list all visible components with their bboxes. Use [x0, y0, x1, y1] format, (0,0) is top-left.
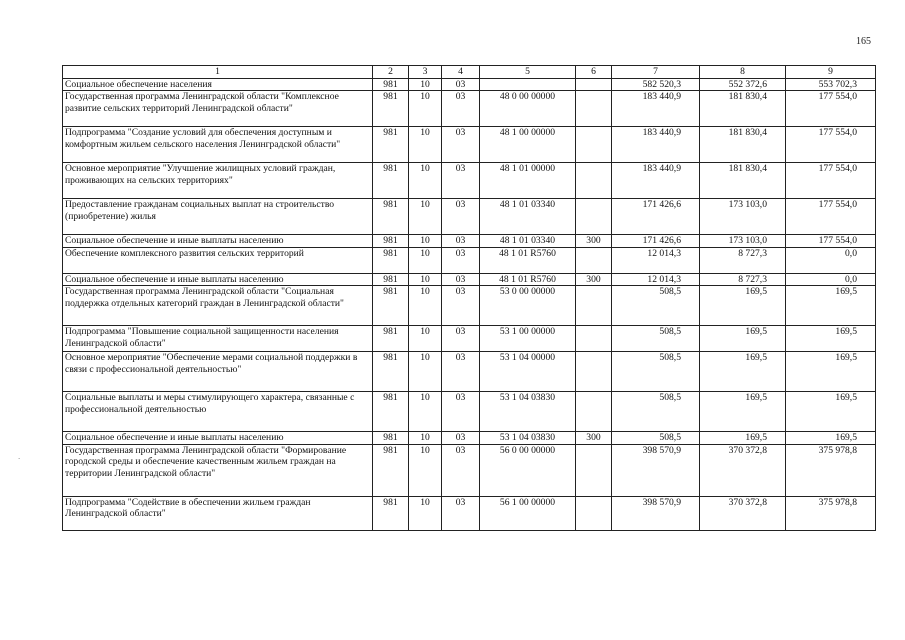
subsection-cell: 03 — [442, 127, 480, 163]
code-cell: 981 — [373, 78, 409, 91]
name-cell: Предоставление гражданам социальных выплат на строительство (приобретение) жилья — [63, 199, 373, 235]
amount-cell: 169,5 — [700, 392, 786, 432]
subsection-cell: 03 — [442, 91, 480, 127]
code-cell: 981 — [373, 352, 409, 392]
amount-cell: 169,5 — [786, 392, 876, 432]
name-cell: Подпрограмма "Повышение социальной защищенности населения Ленинградской области" — [63, 326, 373, 352]
subsection-cell: 03 — [442, 273, 480, 286]
type-cell — [576, 78, 612, 91]
amount-cell: 508,5 — [612, 326, 700, 352]
amount-cell: 508,5 — [612, 286, 700, 326]
amount-cell: 183 440,9 — [612, 91, 700, 127]
target-cell: 48 1 01 R5760 — [480, 273, 576, 286]
amount-cell: 169,5 — [700, 352, 786, 392]
target-cell: 53 0 00 00000 — [480, 286, 576, 326]
type-cell — [576, 392, 612, 432]
type-cell: 300 — [576, 235, 612, 248]
type-cell — [576, 247, 612, 273]
target-cell: 48 1 01 00000 — [480, 163, 576, 199]
name-cell: Социальное обеспечение и иные выплаты населению — [63, 273, 373, 286]
amount-cell: 177 554,0 — [786, 163, 876, 199]
header-cell: 9 — [786, 66, 876, 79]
section-cell: 10 — [409, 235, 442, 248]
header-row — [63, 66, 876, 79]
name-cell: Государственная программа Ленинградской области "Формирование городской среды и обеспечение качественным жильем граждан на территории Ленинградской области" — [63, 444, 373, 496]
section-cell: 10 — [409, 273, 442, 286]
name-cell: Государственная программа Ленинградской области "Социальная поддержка отдельных категорий граждан в Ленинградской области" — [63, 286, 373, 326]
amount-cell: 12 014,3 — [612, 273, 700, 286]
amount-cell: 508,5 — [612, 432, 700, 445]
table-row — [63, 247, 876, 273]
type-cell — [576, 496, 612, 530]
name-cell: Государственная программа Ленинградской области "Комплексное развитие сельских территорий Ленинградской области" — [63, 91, 373, 127]
amount-cell: 181 830,4 — [700, 127, 786, 163]
amount-cell: 375 978,8 — [786, 496, 876, 530]
type-cell — [576, 127, 612, 163]
margin-mark: · — [18, 455, 21, 463]
subsection-cell: 03 — [442, 444, 480, 496]
subsection-cell: 03 — [442, 235, 480, 248]
header-cell: 5 — [480, 66, 576, 79]
name-cell: Социальное обеспечение населения — [63, 78, 373, 91]
subsection-cell: 03 — [442, 78, 480, 91]
section-cell: 10 — [409, 496, 442, 530]
amount-cell: 177 554,0 — [786, 91, 876, 127]
target-cell: 56 0 00 00000 — [480, 444, 576, 496]
target-cell: 53 1 04 03830 — [480, 392, 576, 432]
name-cell: Социальные выплаты и меры стимулирующего характера, связанные с профессиональной деятельностью — [63, 392, 373, 432]
code-cell: 981 — [373, 286, 409, 326]
target-cell: 48 1 00 00000 — [480, 127, 576, 163]
amount-cell: 8 727,3 — [700, 273, 786, 286]
amount-cell: 169,5 — [700, 432, 786, 445]
amount-cell: 177 554,0 — [786, 235, 876, 248]
amount-cell: 582 520,3 — [612, 78, 700, 91]
amount-cell: 173 103,0 — [700, 235, 786, 248]
target-cell: 48 0 00 00000 — [480, 91, 576, 127]
page-number: 165 — [856, 36, 871, 47]
code-cell: 981 — [373, 163, 409, 199]
amount-cell: 375 978,8 — [786, 444, 876, 496]
name-cell: Обеспечение комплексного развития сельских территорий — [63, 247, 373, 273]
name-cell: Социальное обеспечение и иные выплаты населению — [63, 432, 373, 445]
amount-cell: 169,5 — [700, 326, 786, 352]
subsection-cell: 03 — [442, 247, 480, 273]
code-cell: 981 — [373, 127, 409, 163]
section-cell: 10 — [409, 199, 442, 235]
target-cell: 48 1 01 03340 — [480, 235, 576, 248]
amount-cell: 553 702,3 — [786, 78, 876, 91]
subsection-cell: 03 — [442, 352, 480, 392]
amount-cell: 181 830,4 — [700, 91, 786, 127]
type-cell — [576, 286, 612, 326]
amount-cell: 370 372,8 — [700, 444, 786, 496]
type-cell — [576, 199, 612, 235]
type-cell — [576, 163, 612, 199]
subsection-cell: 03 — [442, 432, 480, 445]
section-cell: 10 — [409, 432, 442, 445]
code-cell: 981 — [373, 247, 409, 273]
target-cell: 48 1 01 R5760 — [480, 247, 576, 273]
section-cell: 10 — [409, 444, 442, 496]
amount-cell: 173 103,0 — [700, 199, 786, 235]
section-cell: 10 — [409, 247, 442, 273]
code-cell: 981 — [373, 273, 409, 286]
type-cell — [576, 326, 612, 352]
amount-cell: 398 570,9 — [612, 496, 700, 530]
table-row — [63, 432, 876, 445]
header-cell: 7 — [612, 66, 700, 79]
amount-cell: 181 830,4 — [700, 163, 786, 199]
subsection-cell: 03 — [442, 286, 480, 326]
name-cell: Подпрограмма "Содействие в обеспечении жильем граждан Ленинградской области" — [63, 496, 373, 530]
table-row — [63, 496, 876, 530]
subsection-cell: 03 — [442, 163, 480, 199]
table-row — [63, 127, 876, 163]
type-cell — [576, 444, 612, 496]
code-cell: 981 — [373, 326, 409, 352]
table-row — [63, 286, 876, 326]
subsection-cell: 03 — [442, 392, 480, 432]
amount-cell: 508,5 — [612, 352, 700, 392]
code-cell: 981 — [373, 444, 409, 496]
table-row — [63, 326, 876, 352]
amount-cell: 183 440,9 — [612, 163, 700, 199]
amount-cell: 552 372,6 — [700, 78, 786, 91]
budget-table — [62, 65, 876, 531]
type-cell — [576, 352, 612, 392]
amount-cell: 12 014,3 — [612, 247, 700, 273]
amount-cell: 0,0 — [786, 273, 876, 286]
amount-cell: 171 426,6 — [612, 235, 700, 248]
amount-cell: 370 372,8 — [700, 496, 786, 530]
amount-cell: 177 554,0 — [786, 127, 876, 163]
code-cell: 981 — [373, 91, 409, 127]
table-row — [63, 163, 876, 199]
type-cell: 300 — [576, 432, 612, 445]
header-cell: 2 — [373, 66, 409, 79]
header-cell: 8 — [700, 66, 786, 79]
header-cell: 4 — [442, 66, 480, 79]
section-cell: 10 — [409, 392, 442, 432]
table-row — [63, 235, 876, 248]
amount-cell: 169,5 — [700, 286, 786, 326]
target-cell: 48 1 01 03340 — [480, 199, 576, 235]
type-cell — [576, 91, 612, 127]
name-cell: Подпрограмма "Создание условий для обеспечения доступным и комфортным жильем сельского населения Ленинградской области" — [63, 127, 373, 163]
section-cell: 10 — [409, 127, 442, 163]
table-row — [63, 91, 876, 127]
table-row — [63, 444, 876, 496]
amount-cell: 169,5 — [786, 352, 876, 392]
amount-cell: 183 440,9 — [612, 127, 700, 163]
section-cell: 10 — [409, 352, 442, 392]
target-cell: 53 1 04 03830 — [480, 432, 576, 445]
code-cell: 981 — [373, 432, 409, 445]
amount-cell: 169,5 — [786, 286, 876, 326]
name-cell: Социальное обеспечение и иные выплаты населению — [63, 235, 373, 248]
amount-cell: 171 426,6 — [612, 199, 700, 235]
code-cell: 981 — [373, 235, 409, 248]
amount-cell: 169,5 — [786, 326, 876, 352]
header-cell: 1 — [63, 66, 373, 79]
section-cell: 10 — [409, 163, 442, 199]
subsection-cell: 03 — [442, 199, 480, 235]
table-row — [63, 352, 876, 392]
target-cell: 56 1 00 00000 — [480, 496, 576, 530]
amount-cell: 169,5 — [786, 432, 876, 445]
amount-cell: 508,5 — [612, 392, 700, 432]
target-cell: 53 1 00 00000 — [480, 326, 576, 352]
section-cell: 10 — [409, 326, 442, 352]
header-cell: 6 — [576, 66, 612, 79]
amount-cell: 0,0 — [786, 247, 876, 273]
code-cell: 981 — [373, 496, 409, 530]
section-cell: 10 — [409, 78, 442, 91]
table-row — [63, 392, 876, 432]
amount-cell: 177 554,0 — [786, 199, 876, 235]
target-cell: 53 1 04 00000 — [480, 352, 576, 392]
type-cell: 300 — [576, 273, 612, 286]
target-cell — [480, 78, 576, 91]
table-row — [63, 273, 876, 286]
name-cell: Основное мероприятие "Обеспечение мерами социальной поддержки в связи с профессиональной деятельностью" — [63, 352, 373, 392]
table-row — [63, 78, 876, 91]
subsection-cell: 03 — [442, 496, 480, 530]
code-cell: 981 — [373, 392, 409, 432]
header-cell: 3 — [409, 66, 442, 79]
table-row — [63, 199, 876, 235]
section-cell: 10 — [409, 286, 442, 326]
code-cell: 981 — [373, 199, 409, 235]
section-cell: 10 — [409, 91, 442, 127]
amount-cell: 8 727,3 — [700, 247, 786, 273]
amount-cell: 398 570,9 — [612, 444, 700, 496]
name-cell: Основное мероприятие "Улучшение жилищных условий граждан, проживающих на сельских территориях" — [63, 163, 373, 199]
subsection-cell: 03 — [442, 326, 480, 352]
